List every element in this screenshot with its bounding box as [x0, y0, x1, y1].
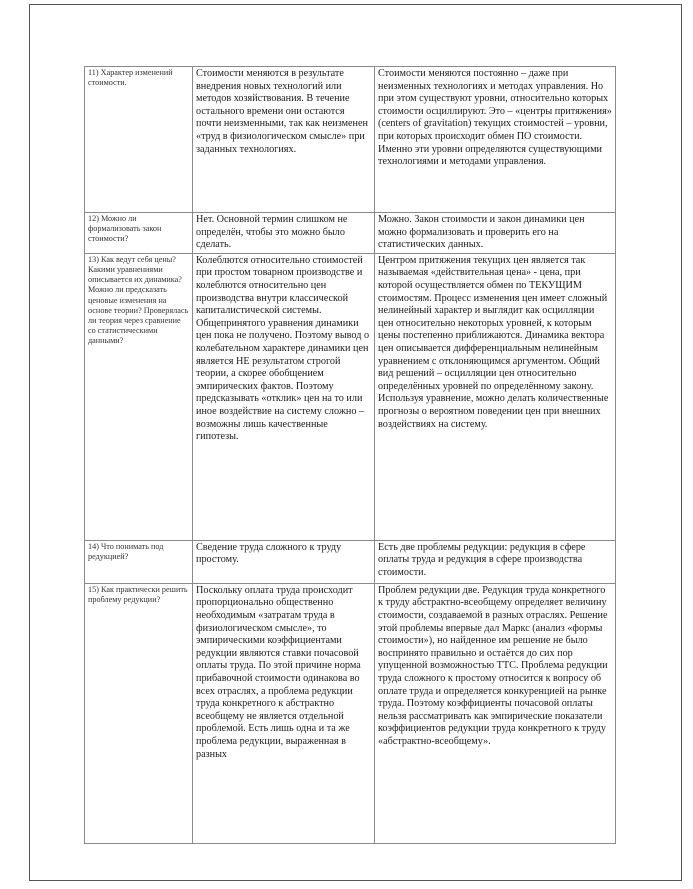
question-cell: [85, 67, 193, 213]
comparison-table: [84, 66, 616, 844]
answer-left-cell: [193, 213, 375, 254]
answer-left-text: Сведение труда сложного к труду простому.: [196, 541, 342, 566]
question-text: 15) Как практически решить проблему редукции?: [88, 584, 188, 604]
answer-right-text: Есть две проблемы редукции: редукция в сфере оплаты труда и редукция в сфере производства стоимости.: [378, 541, 586, 578]
answer-right-cell: [375, 583, 616, 843]
question-cell: [85, 253, 193, 540]
answer-left-text: Стоимости меняются в результате внедрения новых технологий или методов хозяйствования. В течение остального времени они остаются почти неизменными, так как неизменен «труд в физиологическом смысле» при заданных технологиях.: [196, 68, 368, 155]
question-text: 12) Можно ли формализовать закон стоимости?: [88, 214, 162, 244]
question-text: 11) Характер изменений стоимости.: [88, 68, 173, 88]
answer-right-cell: [375, 213, 616, 254]
answer-right-text: Центром притяжения текущих цен является так называемая «действительная цена» - цена, при которой осуществляется обмен по ТЕКУЩИМ стоимостям. Процесс изменения цен имеет сложный нелинейный характер и выглядит как осцилляции цен относительно некоторых уровней, к которым цены постепенно приближаются. Динамика вектора цен описывается дифференциальным нелинейным уравнением с отклоняющимся аргументом. Общий вид решений – осцилляции цен относительно определённых уровней по определённому закону. Используя уравнение, можно делать количественные прогнозы о вероятном поведении цен при внешних воздействиях на систему.: [378, 254, 609, 430]
question-cell: [85, 213, 193, 254]
question-cell: [85, 540, 193, 583]
answer-left-cell: [193, 583, 375, 843]
answer-left-cell: [193, 67, 375, 213]
table-row: [85, 583, 616, 843]
table-row: [85, 253, 616, 540]
answer-right-text: Можно. Закон стоимости и закон динамики цен можно формализовать и проверить его на статистических данных.: [378, 214, 585, 251]
answer-right-text: Стоимости меняются постоянно – даже при неизменных технологиях и методах управления. Но при этом существуют уровни, относительно которых стоимости осциллируют. Это – «центры притяжения» (centers of gravitation) текущих стоимостей – уровни, при которых происходит обмен ПО стоимости. Именно эти уровни определяются существующими технологиями и методами управления.: [378, 68, 612, 168]
answer-left-text: Поскольку оплата труда происходит пропорционально общественно необходимым «затратам труда в физиологическом смысле», то эмпирическими коэффициентами редукции являются ставки почасовой оплаты труда. По этой причине норма прибавочной стоимости одинакова во всех отраслях, а проблема редукции труда конкретного к абстрактно всеобщему не является отдельной проблемой. Есть лишь одна и та же проблема редукции, выраженная в разных: [196, 584, 361, 760]
table-row: [85, 67, 616, 213]
answer-left-cell: [193, 540, 375, 583]
question-text: 13) Как ведут себя цены? Какими уравнениями описывается их динамика? Можно ли предсказать ценовые изменения на основе теории? Проверялась ли теория через сравнение со статистическими данными?: [88, 254, 189, 346]
answer-right-cell: [375, 253, 616, 540]
table-row: [85, 540, 616, 583]
answer-right-cell: [375, 67, 616, 213]
question-text: 14) Что понимать под редукцией?: [88, 541, 164, 561]
answer-right-cell: [375, 540, 616, 583]
answer-left-text: Нет. Основной термин слишком не определён, чтобы это можно было сделать.: [196, 214, 348, 251]
answer-right-text: Проблем редукции две. Редукция труда конкретного к труду абстрактно-всеобщему определяет величину стоимости, создаваемой в разных отраслях. Решение этой проблемы впервые дал Маркс (анализ «формы стоимости»), но найденное им решение не было воспринято правильно и остаётся до сих пор упущенной возможностью ТТС. Проблема редукции труда сложного к простому относится к вопросу об оплате труда и определяется конкуренцией на рынке труда. Поэтому коэффициенты почасовой оплаты нельзя рассматривать как эмпирические показатели коэффициентов редукции труда конкретного к труду «абстрактно-всеобщему».: [378, 584, 608, 747]
answer-left-text: Колеблются относительно стоимостей при простом товарном производстве и колеблются относительно цен производства внутри классической капиталистической системы. Общепринятого уравнения динамики цен пока не получено. Поэтому вывод о колебательном характере динамики цен является НЕ результатом строгой теории, а скорее обобщением эмпирических фактов. Поэтому предсказывать «отклик» цен на то или иное воздействие на систему сложно – возможны лишь качественные гипотезы.: [196, 254, 370, 443]
answer-left-cell: [193, 253, 375, 540]
table-row: [85, 213, 616, 254]
question-cell: [85, 583, 193, 843]
